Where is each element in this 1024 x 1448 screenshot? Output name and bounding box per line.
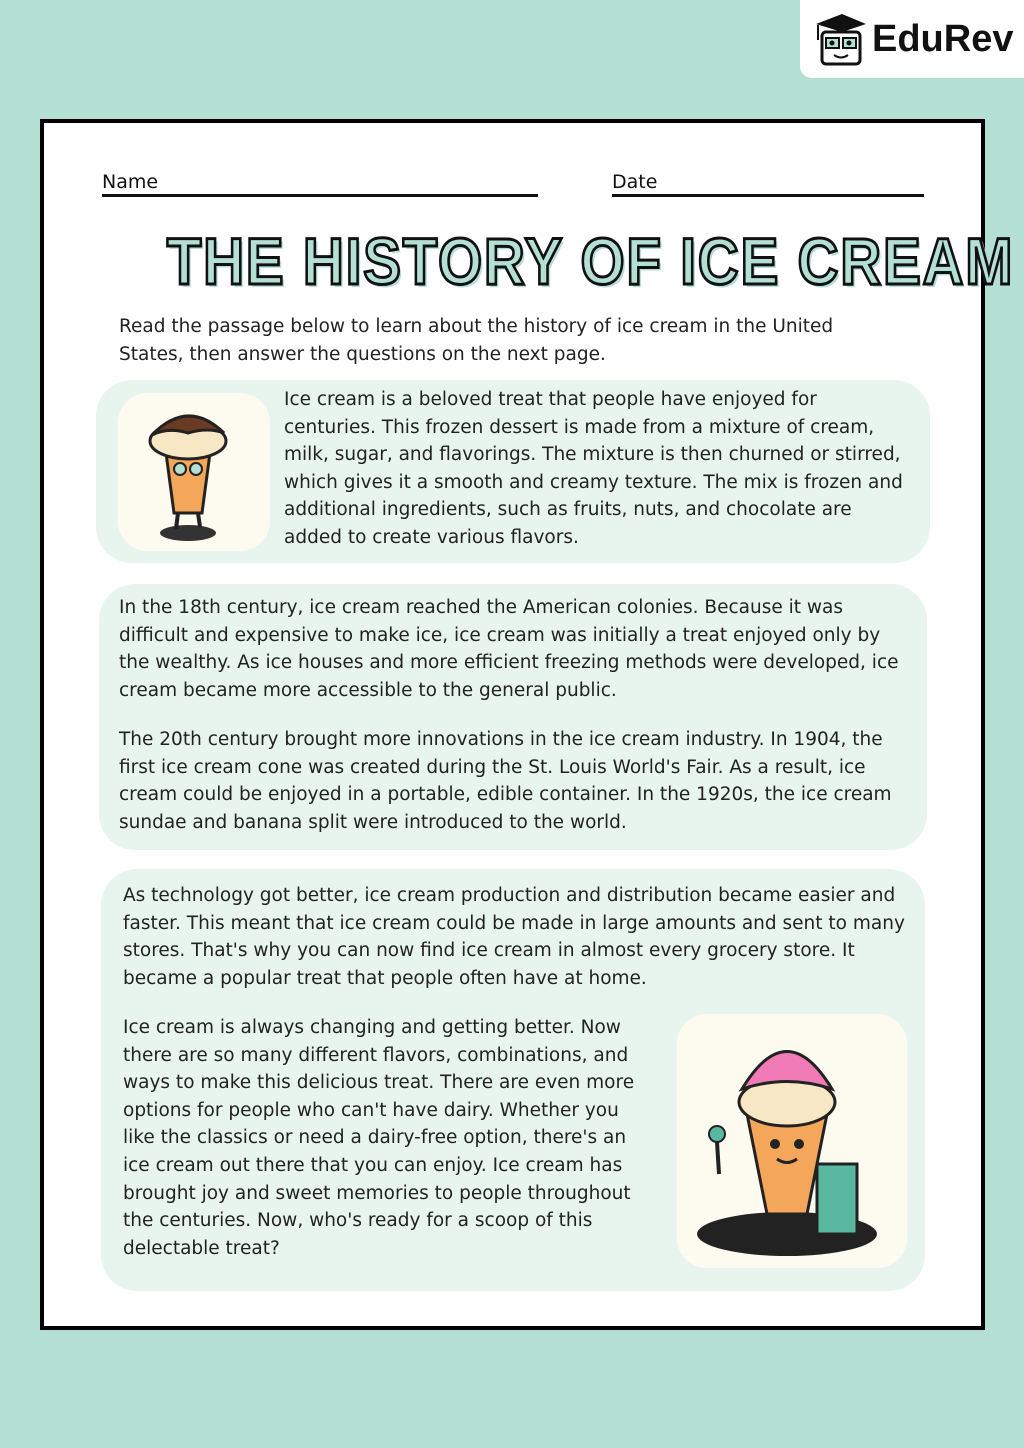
name-field[interactable] xyxy=(102,171,538,197)
edurev-logo[interactable] xyxy=(800,0,1024,78)
passage-card-3 xyxy=(101,869,925,1291)
ice-cream-cone-illustration xyxy=(677,1014,907,1268)
worksheet xyxy=(40,119,1015,1330)
date-field[interactable] xyxy=(612,171,924,197)
passage-card-1 xyxy=(96,380,930,563)
passage-text: Ice cream is always changing and getting better. Now there are so many different flavors, combinations, and ways to make this delicious treat. There are even more options for people who can't have dairy. Whether you like the classics or need a dairy-free option, there's an ice cream out there that you can enjoy. Ice cream has brought joy and sweet memories to people throughout the centuries. Now, who's ready for a scoop of this delectable treat? xyxy=(123,1017,635,1259)
page-title: THE HISTORY OF ICE CREAM xyxy=(166,224,1015,298)
ice-cream-skateboard-illustration xyxy=(118,393,270,551)
passage-text: As technology got better, ice cream production and distribution became easier and faster. This meant that ice cream could be made in large amounts and sent to many stores. That's why you can now find ice cream in almost every grocery store. It became a popular treat that people often have at home. xyxy=(123,885,905,989)
graduation-cap-mascot-icon xyxy=(810,10,868,68)
brand-name: EduRev xyxy=(872,17,1014,60)
date-label: Date xyxy=(612,171,658,193)
instructions: Read the passage below to learn about the history of ice cream in the United States, then answer the questions on the next page. xyxy=(119,316,834,365)
passage-text: In the 18th century, ice cream reached the American colonies. Because it was difficult and expensive to make ice, ice cream was initially a treat enjoyed only by the wealthy. As ice houses and more efficient freezing methods were developed, ice cream became more accessible to the general public. xyxy=(119,597,899,701)
name-label: Name xyxy=(102,171,159,193)
passage-text: Ice cream is a beloved treat that people have enjoyed for centuries. This frozen dessert is made from a mixture of cream, milk, sugar, and flavorings. The mixture is then churned or stirred, which gives it a smooth and creamy texture. The mix is frozen and additional ingredients, such as fruits, nuts, and chocolate are added to create various flavors. xyxy=(284,389,903,548)
passage-card-2 xyxy=(99,584,927,850)
passage-text: The 20th century brought more innovations in the ice cream industry. In 1904, the first ice cream cone was created during the St. Louis World's Fair. As a result, ice cream could be enjoyed in a portable, edible container. In the 1920s, the ice cream sundae and banana split were introduced to the world. xyxy=(119,729,892,833)
